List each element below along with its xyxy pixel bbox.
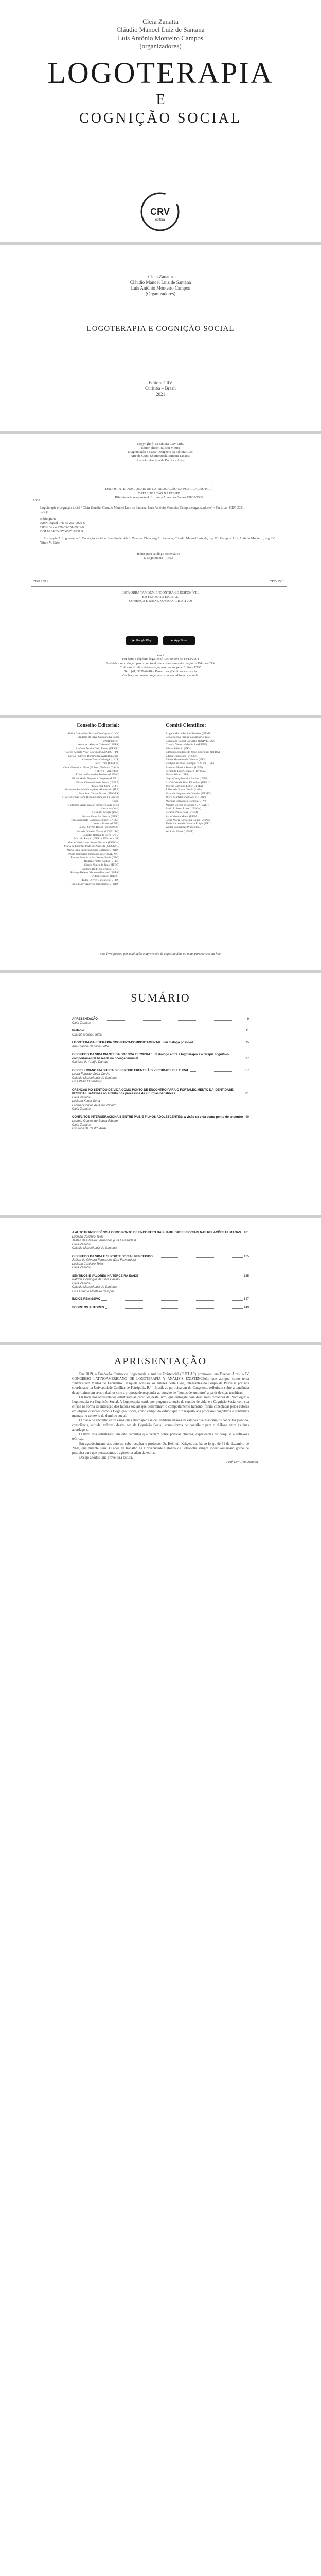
digital-notice	[0, 591, 321, 603]
contact-line: Conheça os nossos lançamentos: www.editoracrv.com.br	[122, 674, 199, 677]
author: Cleia Zanatta	[148, 274, 173, 279]
book-cover	[0, 0, 321, 242]
cip-header-line: CATALOGAÇÃO NA FONTE	[138, 492, 180, 495]
cip-code: L832	[33, 499, 40, 502]
council-member: Carlos Federico Dominguez Avila (Unieuro)	[68, 754, 119, 758]
toc-entry-author: Cláudio Manoel Luiz de Santana	[72, 1286, 117, 1289]
toc-entry[interactable]	[72, 1041, 249, 1049]
cip-line: ISBN Digital 978-65-251-0929-6	[40, 521, 85, 525]
toc-leader	[190, 1071, 244, 1072]
legal-contact	[0, 653, 321, 678]
table-of-contents-continued	[72, 1231, 249, 1314]
cip-body	[40, 506, 277, 561]
toc-page-number: 125	[243, 1255, 249, 1258]
google-play-badge[interactable]	[126, 636, 158, 645]
cover-title-and: E	[156, 92, 165, 108]
committee-member: Ricardo Pinto Rosa (UERJ)	[166, 811, 198, 815]
toc-entry-author: Laura Furtado Vieira Cunha	[72, 1073, 110, 1076]
cip-line: Bibliografia	[40, 517, 57, 521]
cip-line: DOI 10.24824/978652510931.9	[40, 530, 83, 533]
summary-page	[0, 973, 321, 1215]
copyright-line: Copyright © da Editora CRV Ltda.	[137, 442, 184, 446]
committee-member: Mariana Fernandes Bonilha (UFV)	[166, 800, 206, 803]
app-store-badges	[0, 636, 321, 645]
presentation-paragraph: Os trabalhos apresentados estruturam-se capítulos deste livro, que dialogam com duas áreas temáticas da Psicologia: a Logoterapia e a Cognição Social. A Logoterapia, tendo por pergunta a noção de sentido de vida, e a Cognição Social com sua ênfase na forma de interação dos fatores sociais que determinam o comportamento humano, foram conectadas pelos autores em objetos distintos como a Cognição Social, como campo do estudo que diz respeito aos processos cognitivos e conteúdos mentais no contexto do domínio social.	[72, 1396, 249, 1418]
council-member: Carlos Alberto Vilar Estêvão (UMINHO – PT)	[65, 751, 119, 754]
contact-line: Todos os direitos desta edição reservados pela: Editora CRV	[120, 666, 201, 669]
council-member: Simone Rodrigues Pinto (UNB)	[82, 867, 119, 871]
toc-entry-author: Ana Claudia de Silva Zeffa	[72, 1045, 109, 1048]
toc-leader	[99, 1020, 246, 1021]
toc-entry-title: O SENTIDO DA VIDA E SUPORTE SOCIAL PERCEBIDO	[72, 1255, 153, 1258]
toc-entry-author: Luciana Cordeiro Teles	[72, 1235, 104, 1239]
toc-entry[interactable]	[72, 1029, 249, 1037]
council-member: Fernando Antônio Gonçalves Alcoforado (IPB)	[65, 788, 119, 792]
cip-line: Logoterapia e cognição social / Cleia Zanatta, Cláudio Manoel Luiz de Santana, Luis Antônio Monteiro Campos (organizadores) – Curitiba : CRV, 2021.	[40, 506, 245, 510]
committee-member: Edson Guimarães (UFCG)	[166, 754, 197, 758]
committee-member: Walkiria Viana (UFMT)	[166, 829, 194, 833]
summary-page-continued	[0, 1218, 321, 1342]
toc-entry-title: SOBRE OS AUTORES	[72, 1306, 104, 1309]
council-member: Rodrigo Pratte-Santos (UFES)	[84, 860, 119, 863]
catalog-page	[0, 434, 321, 715]
crv-logo-icon	[139, 191, 181, 233]
contact-line: Proibida a reprodução parcial ou total desta obra sem autorização da Editora CRV	[105, 662, 216, 665]
scientific-committee-list	[166, 732, 223, 834]
presentation-page	[0, 1345, 321, 2576]
council-member: Leonel Severo Rocha (UNISINOS)	[78, 826, 119, 829]
publisher-name: Editora CRV	[148, 380, 173, 385]
council-member: Sydione Santos (UEPG)	[91, 875, 119, 878]
peer-review-note: Este livro passou por avaliação e aprovação às cegas de dois ou mais pareceristas ad hoc.	[99, 952, 222, 956]
toc-entry[interactable]	[72, 1255, 249, 1270]
toc-entry-author: Cleia Zanatta	[72, 1096, 91, 1099]
toc-entry-title: CRENÇAS NO SENTIDO DE VIDA COMO PONTO DE ENCONTRO PARA O FORTALECIMENTO DA IDENTIDADE PESSOAL: reflexões no âmbito dos processos de cirurgias bariátricas	[72, 1088, 234, 1095]
council-member: Tania Suely Azevedo Brasileiro (UFOPA)	[71, 882, 119, 886]
council-member: Eduardo Fernandes Barbosa (UFMG)	[76, 773, 119, 777]
toc-entry-title: LOGOTERAPIA E TERAPIA COGNITIVO-COMPORTAMENTAL: um diálogo possível	[72, 1041, 193, 1044]
store-label: Google Play	[136, 639, 152, 642]
toc-entry-author: Patrícia Domingos da Silva Coelho	[72, 1278, 120, 1281]
cover-author: Cláudio Manoel Luiz de Santana	[116, 26, 205, 33]
cover-authors	[0, 18, 321, 50]
committee-member: Marcela Nogueira de Oliveira (UFMT)	[166, 792, 211, 795]
committee-member: Christiane Cabral Carvalho (UNIVERSO)	[166, 739, 215, 743]
toc-entry-author: Luís Pêllio Ouviedgys	[72, 1080, 102, 1083]
cip-header-line: DADOS INTERNACIONAIS DE CATALOGAÇÃO NA PUBLICAÇÃO (CIP)	[105, 487, 213, 491]
toc-entry-author: Laomar Gomes de Assis Ribeiro	[72, 1104, 117, 1107]
app-store-badge[interactable]	[163, 636, 195, 645]
council-member: Gloria Fariñas León (Universidade de La Havana – Cuba)	[62, 796, 119, 803]
presentation-paragraph: O livro está estruturado em oito capítulos que versam sobre práticas clínicas, experiências de pesquisa e reflexões teóricas.	[72, 1433, 249, 1441]
toc-entry-title: O SENTIDO DA VIDA DIANTE DA DOENÇA TERMINAL: um diálogo entre a logoterapia e a terapia cognitivo-comportamental baseada na doença terminal	[72, 1053, 229, 1060]
toc-entry-author: Luciana Cordeiro Teles	[72, 1262, 104, 1266]
toc-entry-author: Laomar Gomes de Souza Ribeiro	[72, 1120, 118, 1123]
committee-member: Edmundo Piedade de Jesus Rodrigues (UFBA)	[166, 751, 220, 754]
publisher-city: Curitiba – Brasil	[145, 386, 176, 391]
toc-entry-title: A AUTOTRANSCEDÊNCIA COMO PONTO DE ENCONTRO DAS HABILIDADES SOCIAIS NAS RELAÇÕES HUMANAS	[72, 1231, 241, 1234]
cover-author-role: (organizadores)	[139, 42, 182, 50]
toc-leader	[154, 1257, 243, 1258]
toc-page-number: 11	[245, 1029, 249, 1032]
council-member: Marcelo Paixão (UFRJ e UTexas – US)	[74, 837, 119, 841]
toc-entry[interactable]	[72, 1298, 249, 1302]
committee-member: Paulo Roberto Lima (UFSCar)	[166, 807, 201, 810]
index-note: 1. Logoterapia – 150.1	[143, 556, 174, 560]
toc-entry-title: APRESENTAÇÃO	[72, 1018, 98, 1021]
toc-page-number: 57	[245, 1069, 249, 1072]
cover-title: LOGOTERAPIA	[47, 56, 274, 90]
committee-member: Claudia Victoria Marcia Lo (UFPE)	[166, 743, 207, 747]
toc-page-number: 15	[245, 1041, 249, 1044]
toc-entry-author: Jaélen de Oliveira Fernandes (Dra Fernandes)	[72, 1239, 136, 1242]
scientific-committee-heading: Comitê Científico:	[166, 723, 206, 728]
cip-line: ISBN Físico 978-65-251-0931-9	[40, 526, 84, 529]
contact-line: Foi feito o depósito legal conf. Lei 10.994 de 14/12/2004	[122, 657, 199, 661]
toc-entry-author: Cleia Zanatta	[72, 1243, 91, 1246]
council-member: Lidia de Oliveira Xavier (UNIEURO)	[75, 829, 119, 833]
council-member: Francisco Carlos Duarte (PUC-PR)	[78, 792, 119, 795]
crv-logo-text: CRV	[150, 207, 170, 217]
committee-member: José de Carvalho Leite (UFMA)	[166, 785, 203, 788]
toc-entry[interactable]	[72, 1018, 249, 1025]
toc-entry[interactable]	[72, 1231, 249, 1251]
council-member: Antônio Pereira Gaio Júnior (UFRRJ)	[75, 747, 119, 751]
committee-member: Faustino Martins Barros (UFJF)	[166, 766, 203, 769]
council-member: Helmuth Krüger (UCP)	[92, 811, 119, 815]
toc-page-number: 147	[243, 1298, 249, 1301]
copyright-block	[0, 442, 321, 463]
toc-entry-author: Clarisse de Araújo Dantas	[72, 1061, 108, 1064]
title-page	[0, 245, 321, 431]
council-member: Tadeu Oliver Gonçalves (UFPA)	[81, 878, 119, 882]
toc-entry[interactable]	[72, 1275, 249, 1294]
cip-header-line: Bibliotecária responsável: Luzenira Alves dos Santos CRB9/1506	[115, 496, 203, 499]
toc-entry[interactable]	[72, 1069, 249, 1084]
toc-entry-author: Cláudio Manoel Luiz de Santana	[72, 1076, 117, 1080]
table-of-contents	[72, 1018, 249, 1136]
presentation-signature: Profª Drª Cleia Zanatta	[226, 1460, 258, 1464]
apple-icon: ●	[171, 639, 173, 642]
notice-line: CONHEÇA E BAIXE NOSSO APLICATIVO!	[129, 599, 192, 603]
toc-entry-author: Cleia Zanatta	[72, 1282, 91, 1285]
council-member: João Adalberto Campato Junior (UNESP)	[71, 818, 119, 822]
council-member: Cesar Gerónimo Tello (Univer. Nacional Três de Febrero – Argentina)	[63, 766, 119, 773]
committee-member: Sara Cristina Matos (UFPA)	[166, 815, 199, 818]
committee-member: Miriam Coelho de Souza (UNIVASF)	[166, 803, 209, 807]
committee-member: Maria Madalena Santos (PUC-PR)	[166, 796, 206, 800]
toc-entry-author: Jaélen de Oliveira Fernandes (Dra Fernandes)	[72, 1259, 136, 1262]
council-member: Maria Lília Imbiriba Sousa Colares (UFOPA)	[66, 849, 119, 852]
committee-member: Célia Regina Pereira da Silva (UFRGS)	[166, 736, 212, 739]
committee-member: Sonia Maria Kovaleski Couto (UFPR)	[166, 818, 210, 822]
presentation-paragraph: Em agradecimento aos autores, cabe ressaltar o professor Dr. Helmuth Krüger, que há ao longo de 31 de dezembro de 2020, que durante seus 30 anos de trabalho na Universidade Católica de Petrópolis sempre incentivou nosso grupo de pesquisa para que pensássemos e agíssemos além da teoria.	[72, 1442, 249, 1455]
toc-entry-author: Luciana Kauer Sena	[72, 1100, 100, 1103]
council-member: Renato Francisco dos Santos Paula (UFG)	[70, 856, 119, 859]
title-page-publisher	[0, 380, 321, 397]
committee-member: Walter Guimarães Prado (UEL)	[166, 826, 202, 829]
council-member: Paulo Romualdo Hernandes (UNIFAL-MG)	[68, 852, 119, 856]
council-member: Guillermo Arias Beatón (Universidade de La Havana – Cuba)	[67, 803, 119, 810]
index-note: Índice para catálogo sistemático	[137, 552, 180, 556]
toc-entry[interactable]	[72, 1089, 249, 1112]
council-member: Andréia da Silva Quintanilha Sousa (UNIR/UFRN)	[78, 736, 119, 743]
editorial-council-list	[62, 732, 119, 886]
council-member: Lourdes Helena da Silva (UFV)	[82, 834, 119, 837]
toc-entry-title: ÍNDICE REMISSIVO	[72, 1298, 101, 1301]
presentation-paragraph: Desejo a todos uma proveitosa leitura.	[79, 1456, 133, 1460]
committee-member: Flávio Silva (UFPA)	[166, 773, 190, 777]
committee-member: Edson Schimid (UFV)	[166, 747, 192, 751]
toc-entry-author: Cleia Zanatta	[72, 1108, 91, 1111]
editorial-council-heading: Conselho Editorial:	[76, 723, 119, 728]
committee-member: Thaís Barreto de Oliveira Roque (UFU)	[166, 822, 212, 826]
committee-member: Evelyn Cristine Gaviraghi da Silva (UFF)	[166, 762, 214, 766]
crv-logo-subtext: editora	[155, 218, 165, 222]
cdu-code: CDU 159.9	[33, 580, 48, 583]
contact-line: Tel.: (41) 3039-6418 – E-mail: sac@editoracrv.com.br	[124, 670, 197, 673]
author: Luis Antônio Monteiro Campos	[131, 285, 190, 291]
cover-author: Luis Antônio Monteiro Campos	[118, 34, 203, 42]
toc-entry[interactable]	[72, 1053, 249, 1065]
toc-entry-author: Cláudio Manoel Luiz de Santana	[72, 1247, 117, 1250]
council-member: Élsio José Corá (UFFS)	[92, 785, 119, 788]
toc-entry-title: SENTIDOS E VALORES NA TERCEIRA IDADE	[72, 1274, 139, 1278]
store-label: App Store	[174, 639, 187, 642]
toc-entry-title: Prefácio	[72, 1029, 84, 1032]
toc-entry-author: Cristiane de Castro Araki	[72, 1127, 106, 1130]
toc-page-number: 81	[245, 1092, 249, 1095]
cover-subtitle: COGNIÇÃO SOCIAL	[79, 110, 242, 126]
council-member: Elione Maria Nogueira Diogenes (UFAL)	[71, 777, 119, 781]
cip-line: 170 p.	[40, 510, 49, 514]
toc-entry-title: O SER HUMANO EM BUSCA DE SENTIDO FRENTE À DIVERSIDADE CULTURAL	[72, 1069, 189, 1072]
contact-line: 2021	[157, 653, 164, 657]
cip-header	[31, 487, 287, 500]
toc-page-number: 135	[243, 1274, 249, 1278]
council-member: Jailson Alves dos Santos (UFRJ)	[81, 815, 119, 818]
council-member: Sérgio Nunes de Jesus (IFRO)	[84, 863, 119, 867]
editorial-council-page	[0, 718, 321, 970]
council-member: Elizeu Clementino de Souza (UNEB)	[76, 781, 119, 784]
toc-page-number: 9	[247, 1018, 249, 1021]
author-role: (Organizadores)	[145, 291, 176, 296]
cover-author: Cleia Zanatta	[142, 18, 179, 25]
presentation-body	[72, 1372, 249, 1460]
council-member: Maria Cristina dos Santos Bezerra (UFSCar)	[67, 841, 119, 844]
copyright-line: Editor-chefe: Railson Moura	[141, 446, 180, 450]
copyright-line: Revisão: Analista de Escrita e Artes	[136, 459, 185, 462]
toc-entry-author: Cleia Zanatta	[72, 1123, 91, 1127]
committee-member: Eliane Monteiro de Oliveira (UFV)	[166, 758, 207, 762]
summary-title: SUMÁRIO	[131, 991, 190, 1004]
toc-entry-author: Claudio Garcia Pintos	[72, 1033, 102, 1037]
committee-member: Geysa Gonçalves dos Santos (UFPE)	[166, 777, 209, 781]
toc-entry-author: Cleia Zanatta	[72, 1266, 91, 1269]
council-member: Celso Conti (UFSCar)	[93, 762, 119, 766]
copyright-line: Diagramação e Capa: Designers da Editora CRV	[128, 450, 193, 454]
council-member: Anselmo Alencar Colares (UFOPA)	[78, 743, 119, 747]
cip-line: 1. Psicologia 2. Logoterapia 3. Cognição social 4. Sentido de vida I. Zanatta, Cleia, org. II. Santana, Cláudio Manoel Luiz de, org. III. Campos, Luis Antônio Monteiro, org. IV. Título V. Série	[40, 537, 275, 545]
council-member: Carmen Tereza Velanga (UNIR)	[82, 758, 119, 762]
council-member: Solange Helena Ximenes-Rocha (UFOPA)	[70, 871, 119, 874]
cdd-code: CDD 150.1	[270, 580, 285, 583]
committee-member: Ángela Maria Rubino Sánchez (UFMS)	[166, 732, 212, 735]
presentation-paragraph: Em 2019, a Fundação Centro de Logoterapia e Análise Existencial (FUCLAE) promoveu, em Buenos Aires, o IV CONGRESO LATINOAMERICANO DE LOGOTERAPIA Y ANÁLISIS EXISTENCIAL, que abrigou como tema "Diversidad! Puntos de Encuentro". Naquela ocasião, os autores deste livro, integrantes do Grupo de Pesquisa por nós coordenado na Universidade Católica de Petrópolis, RJ – Brasil, ao participarem do Congresso, refletiram sobre a tendência de aproximarem seus trabalhos com a proposta de responder ao convite de "pontos de encontro" a partir de suas temáticas.	[72, 1372, 249, 1395]
toc-entry-title: CONFLITOS INTERGERACIONAIS ENTRE PAIS E FILHOS ADOLESCENTES: a visão da vida como ponto de encontro	[72, 1115, 243, 1119]
cip-record	[31, 484, 287, 587]
title-page-authors	[0, 274, 321, 297]
committee-member: Iria Vitória da Silva Kinoshita (UFRJ)	[166, 781, 210, 784]
council-member: Maria de Lourdes Pinto de Almeida (UNOESC)	[64, 844, 119, 848]
toc-entry[interactable]	[72, 1116, 249, 1131]
presentation-title: APRESENTAÇÃO	[114, 1355, 207, 1367]
copyright-line: Arte de Capa: Shutterstock, Simona Tabacsu	[130, 454, 191, 458]
publisher-year: 2021	[156, 392, 165, 397]
toc-page-number: 101	[243, 1231, 249, 1234]
toc-page-number: 99	[245, 1115, 249, 1119]
toc-page-number: 37	[245, 1057, 249, 1060]
council-member: Aldira Guimarães Duarte Domínguez (UNB)	[67, 732, 119, 735]
notice-line: EM FORMATO DIGITAL.	[142, 595, 179, 599]
committee-member: Fernando Luiz Gonzalez Rey (UnB)	[166, 769, 208, 773]
play-icon: ▶	[132, 639, 135, 642]
title-page-title: LOGOTERAPIA E COGNIÇÃO SOCIAL	[86, 325, 235, 333]
presentation-paragraph: O plano de encontro entre essas duas abordagens se deu também através de estudos que associam os conceitos (sentido, consciência, atitude, valores) destes aos da Cognição Social, como forma de contribuir para o diálogo entre as duas abordagens.	[72, 1419, 249, 1432]
toc-entry[interactable]	[72, 1306, 249, 1310]
notice-line: ESTA OBRA TAMBÉM ENCONTRA-SE DISPONÍVEL	[121, 591, 200, 595]
author: Cláudio Manoel Luiz de Santana	[130, 280, 191, 285]
cip-classification	[31, 580, 287, 583]
committee-member: Juliana de Souza Garcia (UnB)	[166, 788, 202, 792]
toc-leader	[105, 1308, 243, 1309]
toc-entry-author: Cleia Zanatta	[72, 1021, 91, 1025]
toc-entry-author: Luís Antônio Monteiro Campos	[72, 1290, 115, 1293]
toc-page-number: 149	[243, 1306, 249, 1309]
council-member: Josania Portela (UFPI)	[93, 822, 119, 826]
toc-leader	[101, 1300, 243, 1301]
